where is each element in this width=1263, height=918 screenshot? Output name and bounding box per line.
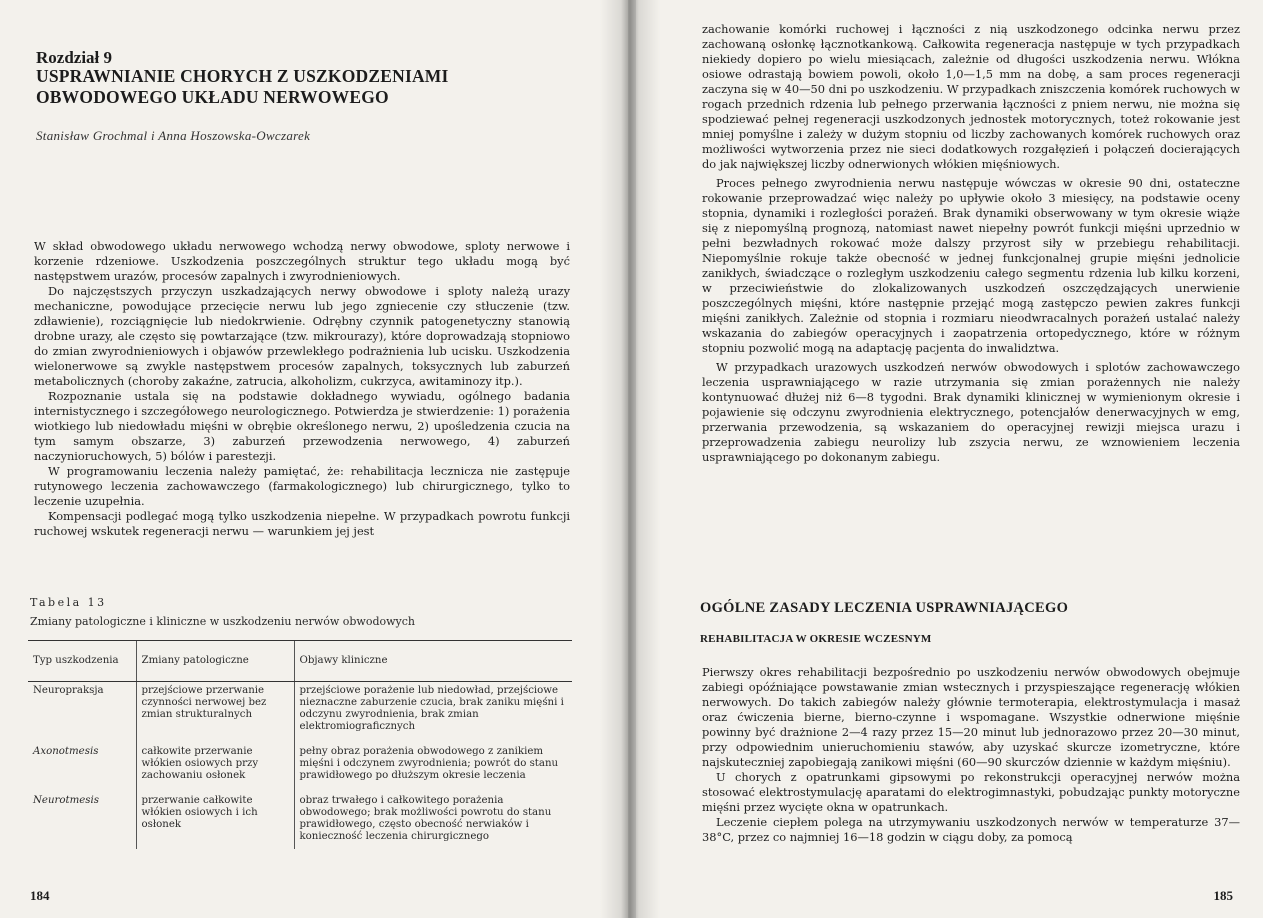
table-title: Zmiany patologiczne i kliniczne w uszkodzeniu nerwów obwodowych (30, 615, 415, 628)
paragraph: Kompensacji podlegać mogą tylko uszkodzenia niepełne. W przypadkach powrotu funkcji ruchowej wskutek regeneracji nerwu — warunkiem jej jest (34, 509, 570, 538)
left-body-text (34, 239, 570, 539)
nerve-damage-table (28, 640, 572, 849)
paragraph: zachowanie komórki ruchowej i łączności z nią uszkodzonego odcinka nerwu przez zachowaną osłonkę łącznotkankową. Całkowita regeneracja następuje w tych przypadkach niekiedy dopiero po wielu miesiącach, zależnie od długości uszkodzenia nerwu. Włókna osiowe odrastają bowiem powoli, około 1,0—1,5 mm na dobę, a sam proces regeneracji zaczyna się w 40—50 dni po uszkodzeniu. W przypadkach zniszczenia komórek ruchowych w rogach przednich rdzenia lub pełnego przerwania łączności z pniem nerwu, nie można się spodziewać pełnej regeneracji uszkodzonych jednostek motorycznych, toteż rokowanie jest mniej pomyślne i zależy w dużym stopniu od liczby zachowanych komórek ruchowych oraz możliwości wytworzenia przez nie sieci dodatkowych rozgałęzień i połączeń docierających do jak największej liczby odnerwionych włókien mięśniowych. (702, 22, 1240, 171)
chapter-authors: Stanisław Grochmal i Anna Hoszowska-Owczarek (36, 128, 311, 143)
paragraph: W przypadkach urazowych uszkodzeń nerwów obwodowych i splotów zachowawczego leczenia usprawniającego w razie utrzymania się zmian porażennych nie należy kontynuować dłużej niż 6—8 tygodni. Brak dynamiki klinicznej w wymienionym okresie i pojawienie się odczynu zwyrodnienia elektrycznego, potencjałów denerwacyjnych w emg, przerwania przewodzenia, są wskazaniem do operacyjnej rewizji miejsca urazu i przeprowadzenia zabiegu neurolizy lub zszycia nerwu, ze wznowieniem leczenia usprawniającego po dokonanym zabiegu. (702, 360, 1240, 464)
table-row (28, 792, 572, 849)
table-cell-clinical: przejściowe porażenie lub niedowład, przejściowe nieznaczne zaburzenie czucia, brak zaniku mięśni i odczynu zwyrodnienia, brak zmian elektromiograficznych (294, 682, 572, 744)
section-heading: OGÓLNE ZASADY LECZENIA USPRAWNIAJĄCEGO (700, 600, 1069, 616)
table-cell-type: Axonotmesis (33, 746, 99, 757)
chapter-title-line: OBWODOWEGO UKŁADU NERWOWEGO (36, 87, 389, 107)
page-number-right: 185 (1213, 888, 1233, 903)
table-row (28, 682, 572, 744)
table-cell-pathology: przerwanie całkowite włókien osiowych i ich osłonek (136, 792, 294, 849)
page-number-left: 184 (30, 888, 50, 903)
paragraph: W skład obwodowego układu nerwowego wchodzą nerwy obwodowe, sploty nerwowe i korzenie rdzeniowe. Uszkodzenia poszczególnych struktur tego układu mogą być następstwem urazów, procesów zapalnych i zwyrodnieniowych. (34, 239, 570, 283)
right-body-text (702, 22, 1240, 469)
table-header-cell: Objawy kliniczne (294, 641, 572, 682)
paragraph: Do najczęstszych przyczyn uszkadzających nerwy obwodowe i sploty należą urazy mechaniczne, powodujące przecięcie nerwu lub jego zgniecenie czy stłuczenie (tzw. zdławienie), rozciągnięcie lub niedokrwienie. Odrębny czynnik patogenetyczny stanowią drobne urazy, ale często się powtarzające (tzw. mikrourazy), które doprowadzają stopniowo do zmian zwyrodnieniowych i objawów przewlekłego podrażnienia lub ucisku. Uszkodzenia wielonerwowe są zwykle następstwem procesów zapalnych, toksycznych lub zaburzeń metabolicznych (choroby zakaźne, zatrucia, alkoholizm, cukrzyca, awitaminozy itp.). (34, 284, 570, 388)
paragraph: U chorych z opatrunkami gipsowymi po rekonstrukcji operacyjnej nerwów można stosować elektrostymulację aparatami do elektrogimnastyki, pobudzając punkty motoryczne mięśni przez wycięte okna w opatrunkach. (702, 770, 1240, 814)
paragraph: Pierwszy okres rehabilitacji bezpośrednio po uszkodzeniu nerwów obwodowych obejmuje zabiegi opóźniające powstawanie zmian wstecznych i przyspieszające regenerację włókien nerwowych. Do takich zabiegów należy głównie termoterapia, elektrostymulacja i masaż oraz ćwiczenia bierne, bierno-czynne i wspomagane. Wszystkie odnerwione mięśnie powinny być drażnione 2—4 razy przez 15—20 minut lub jednorazowo przez 20—30 minut, przy odpowiednim unieruchomieniu stawów, aby uzyskać skurcze izometryczne, które najskuteczniej zapobiegają zanikowi mięśni (60—90 skurczów dziennie w każdym mięśniu). (702, 665, 1240, 769)
table-header-cell: Zmiany patologiczne (136, 641, 294, 682)
table-cell-pathology: przejściowe przerwanie czynności nerwowej bez zmian strukturalnych (136, 682, 294, 744)
table-caption (30, 596, 570, 628)
table-cell-type: Neuropraksja (33, 685, 104, 696)
table-row (28, 743, 572, 792)
table-label: Tabela 13 (30, 596, 107, 609)
table-cell-type: Neurotmesis (33, 795, 100, 806)
right-body-text-2 (702, 665, 1240, 845)
chapter-title-line: USPRAWNIANIE CHORYCH Z USZKODZENIAMI (36, 66, 449, 86)
right-page (636, 0, 1263, 918)
chapter-label: Rozdział 9 (36, 48, 113, 67)
table-header-row (28, 641, 572, 682)
chapter-title (36, 66, 556, 108)
left-page (0, 0, 628, 918)
paragraph: Rozpoznanie ustala się na podstawie dokładnego wywiadu, ogólnego badania internistycznego i szczegółowego neurologicznego. Potwierdza je stwierdzenie: 1) porażenia wiotkiego lub niedowładu mięśni w obrębie określonego nerwu, 2) upośledzenia czucia na tym samym obszarze, 3) zaburzeń przewodzenia nerwowego, 4) zaburzeń naczynioruchowych, 5) bólów i parestezji. (34, 389, 570, 463)
table-header-cell: Typ uszkodzenia (28, 641, 136, 682)
paragraph: Proces pełnego zwyrodnienia nerwu następuje wówczas w okresie 90 dni, ostateczne rokowanie przeprowadzać więc należy po upływie około 3 miesięcy, na podstawie oceny stopnia, dynamiki i rozległości porażeń. Brak dynamiki obserwowany w tym okresie wiąże się z niepomyślną prognozą, natomiast nawet niepełny powrót funkcji mięśni uprzednio w pełni bezwładnych rokować może dalszy przyrost siły w przebiegu rehabilitacji. Niepomyślnie rokuje także obecność w jednej funkcjonalnej grupie mięśni jednolicie zanikłych, świadczące o rozległym uszkodzeniu całego segmentu rdzenia lub kilku korzeni, w przeciwieństwie do zlokalizowanych uszkodzeń oszczędzających unerwienie poszczególnych mięśni, które następnie przejąć mogą zastępczo pewien zakres funkcji mięśni zanikłych. Zależnie od stopnia i rozmiaru nieodwracalnych porażeń ustalać należy wskazania do zabiegów operacyjnych i zaopatrzenia ortopedycznego, które w różnym stopniu pozwolić mogą na adaptację pacjenta do inwalidztwa. (702, 176, 1240, 355)
paragraph: Leczenie ciepłem polega na utrzymywaniu uszkodzonych nerwów w temperaturze 37—38°C, przez co najmniej 16—18 godzin w ciągu doby, za pomocą (702, 815, 1240, 844)
table-cell-pathology: całkowite przerwanie włókien osiowych przy zachowaniu osłonek (136, 743, 294, 792)
table-cell-clinical: pełny obraz porażenia obwodowego z zanikiem mięśni i odczynem zwyrodnienia; powrót do stanu prawidłowego po dłuższym okresie leczenia (294, 743, 572, 792)
subsection-heading: REHABILITACJA W OKRESIE WCZESNYM (700, 633, 932, 645)
paragraph: W programowaniu leczenia należy pamiętać, że: rehabilitacja lecznicza nie zastępuje rutynowego leczenia zachowawczego (farmakologicznego) lub chirurgicznego, tylko to leczenie uzupełnia. (34, 464, 570, 508)
table-cell-clinical: obraz trwałego i całkowitego porażenia obwodowego; brak możliwości powrotu do stanu prawidłowego, często obecność nerwiaków i konieczność leczenia chirurgicznego (294, 792, 572, 849)
